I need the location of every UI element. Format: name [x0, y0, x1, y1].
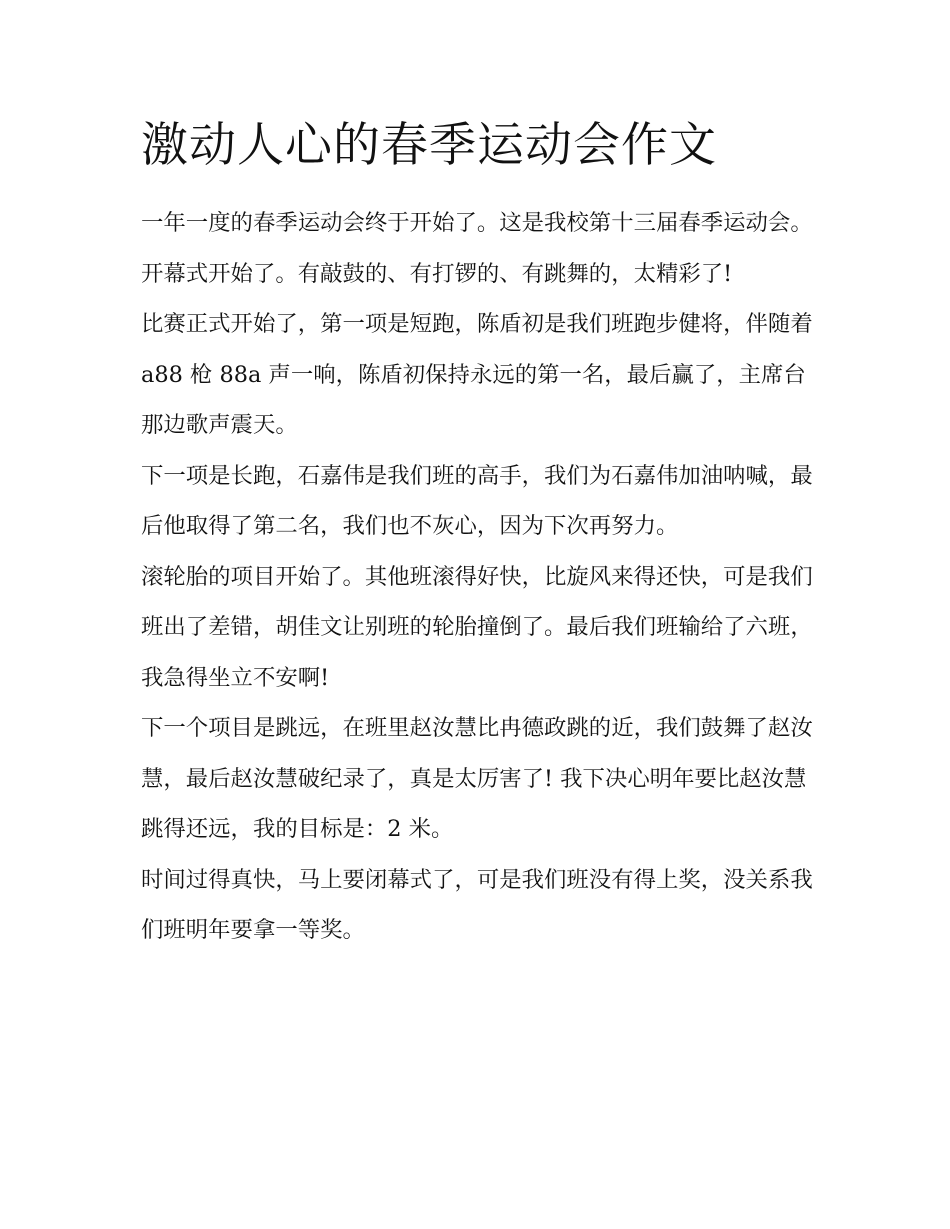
paragraph-opening: 一年一度的春季运动会终于开始了。这是我校第十三届春季运动会。 开幕式开始了。有敲鼓的、有打锣的、有跳舞的，太精彩了! — [141, 210, 813, 287]
paragraph-sprint: 比赛正式开始了，第一项是短跑，陈盾初是我们班跑步健将，伴随着 a88 枪 88a 声一响，陈盾初保持永远的第一名，最后赢了，主席台那边歌声震天。 — [141, 311, 813, 438]
paragraph-long-jump: 下一个项目是跳远，在班里赵汝慧比冉德政跳的近，我们鼓舞了赵汝慧，最后赵汝慧破纪录了，真是太厉害了! 我下决心明年要比赵汝慧跳得还远，我的目标是：2 米。 — [141, 715, 813, 842]
document-title: 激动人心的春季运动会作文 — [141, 118, 717, 173]
paragraph-closing: 时间过得真快，马上要闭幕式了，可是我们班没有得上奖，没关系我们班明年要拿一等奖。 — [141, 866, 813, 943]
document-body — [141, 112, 813, 956]
paragraph-tire-rolling: 滚轮胎的项目开始了。其他班滚得好快，比旋风来得还快，可是我们班出了差错，胡佳文让别班的轮胎撞倒了。最后我们班输给了六班，我急得坐立不安啊! — [141, 563, 813, 691]
paragraph-long-run: 下一项是长跑，石嘉伟是我们班的高手，我们为石嘉伟加油呐喊，最后他取得了第二名，我们也不灰心，因为下次再努力。 — [141, 462, 813, 539]
